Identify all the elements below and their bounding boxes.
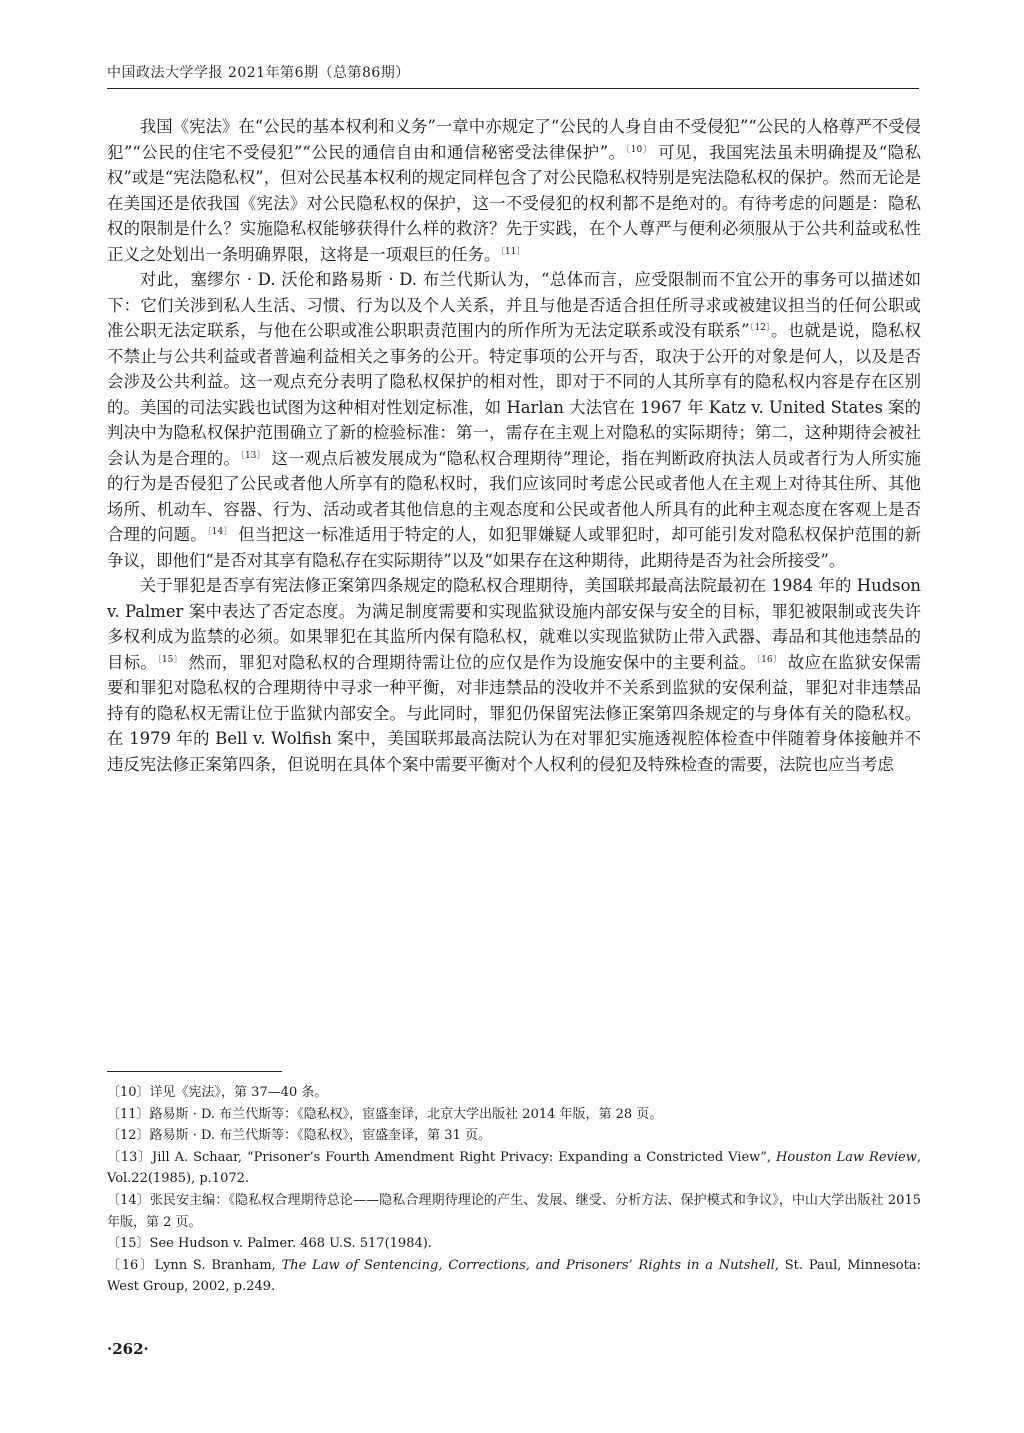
footnote-15: 〔15〕See Hudson v. Palmer. 468 U.S. 517(1984). [107, 1236, 432, 1252]
footnote-ref-15[interactable]: 〔15〕 [157, 654, 183, 665]
footnote-11: 〔11〕路易斯 · D. 布兰代斯等：《隐私权》，宦盛奎译，北京大学出版社 2014 年版，第 28 页。 [107, 1106, 663, 1122]
footnote-14: 〔14〕张民安主编：《隐私权合理期待总论——隐私合理期待理论的产生、发展、继受、分析方法、保护模式和争议》，中山大学出版社 2015 年版，第 2 页。 [107, 1192, 921, 1230]
footnote-ref-11[interactable]: 〔11〕 [500, 246, 526, 257]
footnote-10: 〔10〕详见《宪法》，第 37—40 条。 [107, 1085, 328, 1100]
footnote-ref-12[interactable]: 〔12〕 [749, 323, 772, 333]
main-text [107, 114, 921, 777]
footnote-ref-10[interactable]: 〔10〕 [625, 144, 653, 155]
footnote-ref-13[interactable]: 〔13〕 [240, 450, 266, 461]
footnote-16: 〔16〕Lynn S. Branham, The Law of Sentencing, Corrections, and Prisoners’ Rights in a Nutshell, St. Paul, Minnesota: West Group, 2002, p.249. [107, 1257, 921, 1295]
footnote-13: 〔13〕Jill A. Schaar, “Prisoner’s Fourth Amendment Right Privacy: Expanding a Constricted View”, Houston Law Review, Vol.22(1985), p.1072. [107, 1149, 921, 1187]
paragraph-2: 对此，塞缪尔 · D. 沃伦和路易斯 · D. 布兰代斯认为，“总体而言，应受限制而不宜公开的事务可以描述如下：它们关涉到私人生活、习惯、行为以及个人关系，并且与他是否适合担任所寻求或被建议担当的任何公职或准公职无法定联系，与他在公职或准公职职责范围内的所作所为无法定联系或没有联系”$^{〔12〕}$。也就是说，隐私权不禁止与公共利益或者普遍利益相关之事务的公开。特定事项的公开与否，取决于公开的对象是何人，以及是否会涉及公共利益。这一观点充分表明了隐私权保护的相对性，即对于不同的人其所享有的隐私权内容是存在区别的。美国的司法实践也试图为这种相对性划定标准，如 Harlan 大法官在 1967 年 Katz v. United States 案的判决中为隐私权保护范围确立了新的检验标准：第一，需存在主观上对隐私的实际期待；第二，这种期待会被社会认为是合理的。$^{〔13〕}$ 这一观点后被发展成为“隐私权合理期待”理论，指在判断政府执法人员或者行为人所实施的行为是否侵犯了公民或者他人所享有的隐私权时，我们应该同时考虑公民或者他人在主观上对待其住所、其他场所、机动车、容器、行为、活动或者其他信息的主观态度和公民或者他人所具有的此种主观态度在客观上是否合理的问题。$^{〔14〕}$ 但当把这一标准适用于特定的人，如犯罪嫌疑人或罪犯时，却可能引发对隐私权保护范围的新争议，即他们“是否对其享有隐私存在实际期待”以及“如果存在这种期待，此期待是否为社会所接受”。 [107, 270, 922, 570]
paragraph-3: 关于罪犯是否享有宪法修正案第四条规定的隐私权合理期待，美国联邦最高法院最初在 1984 年的 Hudson v. Palmer 案中表达了否定态度。为满足制度需要和实现监狱设施内部安保与安全的目标，罪犯被限制或丧失许多权利成为监禁的必须。如果罪犯在其监所内保有隐私权，就难以实现监狱防止带入武器、毒品和其他违禁品的目标。$^{〔15〕}$ 然而，罪犯对隐私权的合理期待需让位的应仅是作为设施安保中的主要利益。$^{〔16〕}$ 故应在监狱安保需要和罪犯对隐私权的合理期待中寻求一种平衡，对非违禁品的没收并不关系到监狱的安保利益，罪犯对非违禁品持有的隐私权无需让位于监狱内部安全。与此同时，罪犯仍保留宪法修正案第四条规定的与身体有关的隐私权。在 1979 年的 Bell v. Wolfish 案中，美国联邦最高法院认为在对罪犯实施透视腔体检查中伴随着身体接触并不违反宪法修正案第四条，但说明在具体个案中需要平衡对个人权利的侵犯及特殊检查的需要，法院也应当考虑 [107, 576, 922, 774]
paragraph-1: 我国《宪法》在“公民的基本权利和义务”一章中亦规定了“公民的人身自由不受侵犯”“公民的人格尊严不受侵犯”“公民的住宅不受侵犯”“公民的通信自由和通信秘密受法律保护”。$^{〔10〕}$ 可见，我国宪法虽未明确提及“隐私权”或是“宪法隐私权”，但对公民基本权利的规定同样包含了对公民隐私权特别是宪法隐私权的保护。然而无论是在美国还是依我国《宪法》对公民隐私权的保护，这一不受侵犯的权利都不是绝对的。有待考虑的问题是：隐私权的限制是什么？实施隐私权能够获得什么样的救济？先于实践，在个人尊严与便利必须服从于公共利益或私性正义之处划出一条明确界限，这将是一项艰巨的任务。$^{〔11〕}$ [107, 117, 921, 264]
footnote-separator [107, 1071, 282, 1072]
footnote-12: 〔12〕路易斯 · D. 布兰代斯等：《隐私权》，宦盛奎译，第 31 页。 [107, 1128, 491, 1144]
running-header: 中国政法大学学报 2021年第6期（总第86期） [107, 62, 919, 89]
page-number: ·262· [107, 1340, 149, 1358]
footnote-ref-14[interactable]: 〔14〕 [206, 527, 233, 537]
footnotes [107, 1082, 921, 1298]
footnote-ref-16[interactable]: 〔16〕 [756, 654, 783, 665]
